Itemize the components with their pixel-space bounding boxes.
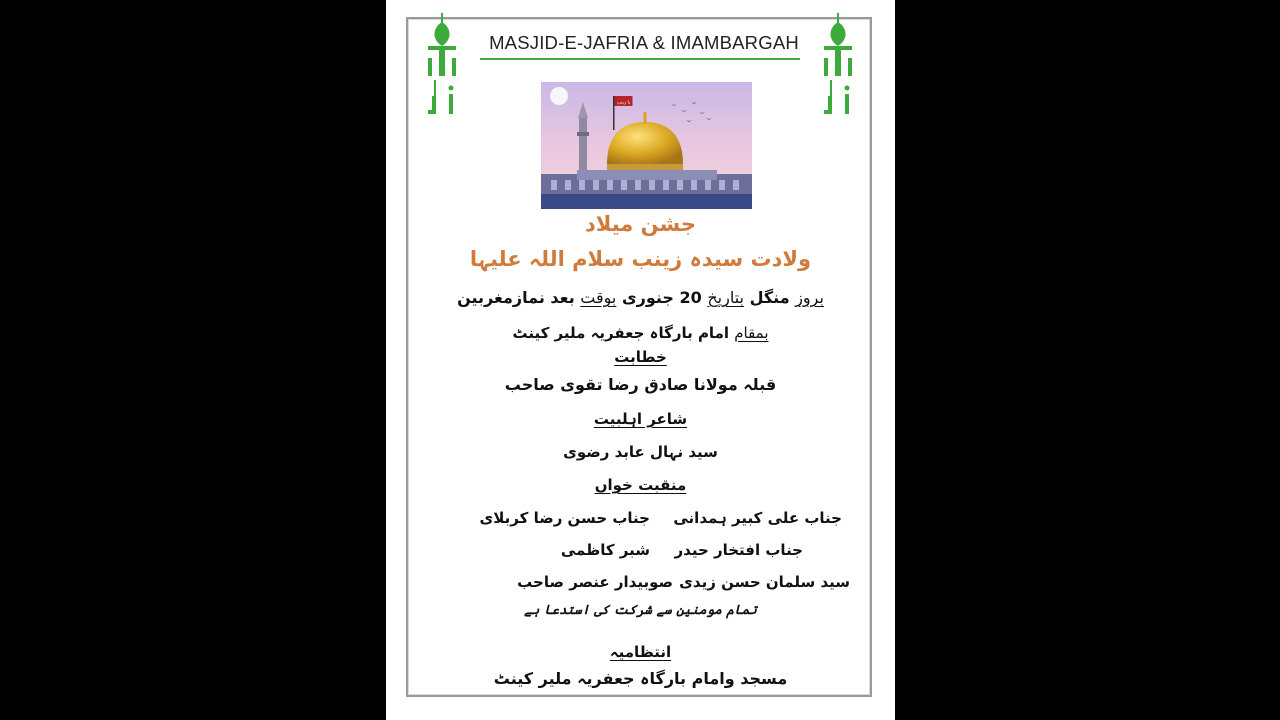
manqabat-reciter: جناب افتخار حیدر — [674, 541, 803, 559]
header-title: MASJID-E-JAFRIA & IMAMBARGAH — [489, 32, 799, 53]
venue-place: امام بارگاہ جعفریہ ملیر کینٹ — [512, 324, 729, 342]
schedule-line — [386, 288, 895, 307]
header-divider — [480, 58, 800, 60]
time-label: بوقت — [580, 288, 617, 307]
manqabat-reciter: جناب حسن رضا کربلای — [479, 509, 650, 527]
flag-text: يا زينب — [616, 100, 631, 106]
mosque-emblem-left-icon — [422, 10, 462, 122]
invitation-text: تمام مومنین سے شرکت کی استدعا ہے — [524, 603, 757, 618]
date-value: 20 جنوری — [621, 288, 702, 307]
shrine-photo — [541, 82, 752, 209]
venue-line — [386, 324, 895, 342]
day-label: بروز — [795, 288, 824, 307]
khitabat-heading: خطابت — [614, 348, 667, 366]
event-title: جشن میلاد — [584, 212, 696, 236]
manqabat-reciter: شبر کاظمی — [560, 541, 650, 559]
time-value: بعد نمازمغربین — [457, 288, 575, 307]
day-value: منگل — [749, 288, 790, 307]
manqabat-heading: منقبت خواں — [594, 476, 687, 494]
mosque-emblem-right-icon — [818, 10, 858, 122]
shair-name: سید نہال عابد رضوی — [563, 443, 718, 461]
manqabat-reciter: جناب علی کبیر ہمدانی — [673, 509, 842, 527]
document-page — [386, 0, 895, 720]
manqabat-reciter: صوبیدار عنصر صاحب — [517, 573, 673, 591]
manqabat-reciter: سید سلمان حسن زیدی — [679, 573, 850, 591]
date-label: بتاریخ — [707, 288, 744, 307]
organizers-name: مسجد وامام بارگاہ جعفریہ ملیر کینٹ — [493, 669, 788, 688]
event-subtitle: ولادت سیدہ زینب سلام اللہ علیہا — [469, 247, 812, 271]
organizers-heading: انتظامیہ — [609, 643, 672, 661]
shair-heading: شاعر اہلبیت — [593, 410, 688, 428]
venue-label: بمقام — [734, 324, 769, 342]
khitabat-name: قبلہ مولانا صادق رضا تقوی صاحب — [504, 375, 777, 394]
